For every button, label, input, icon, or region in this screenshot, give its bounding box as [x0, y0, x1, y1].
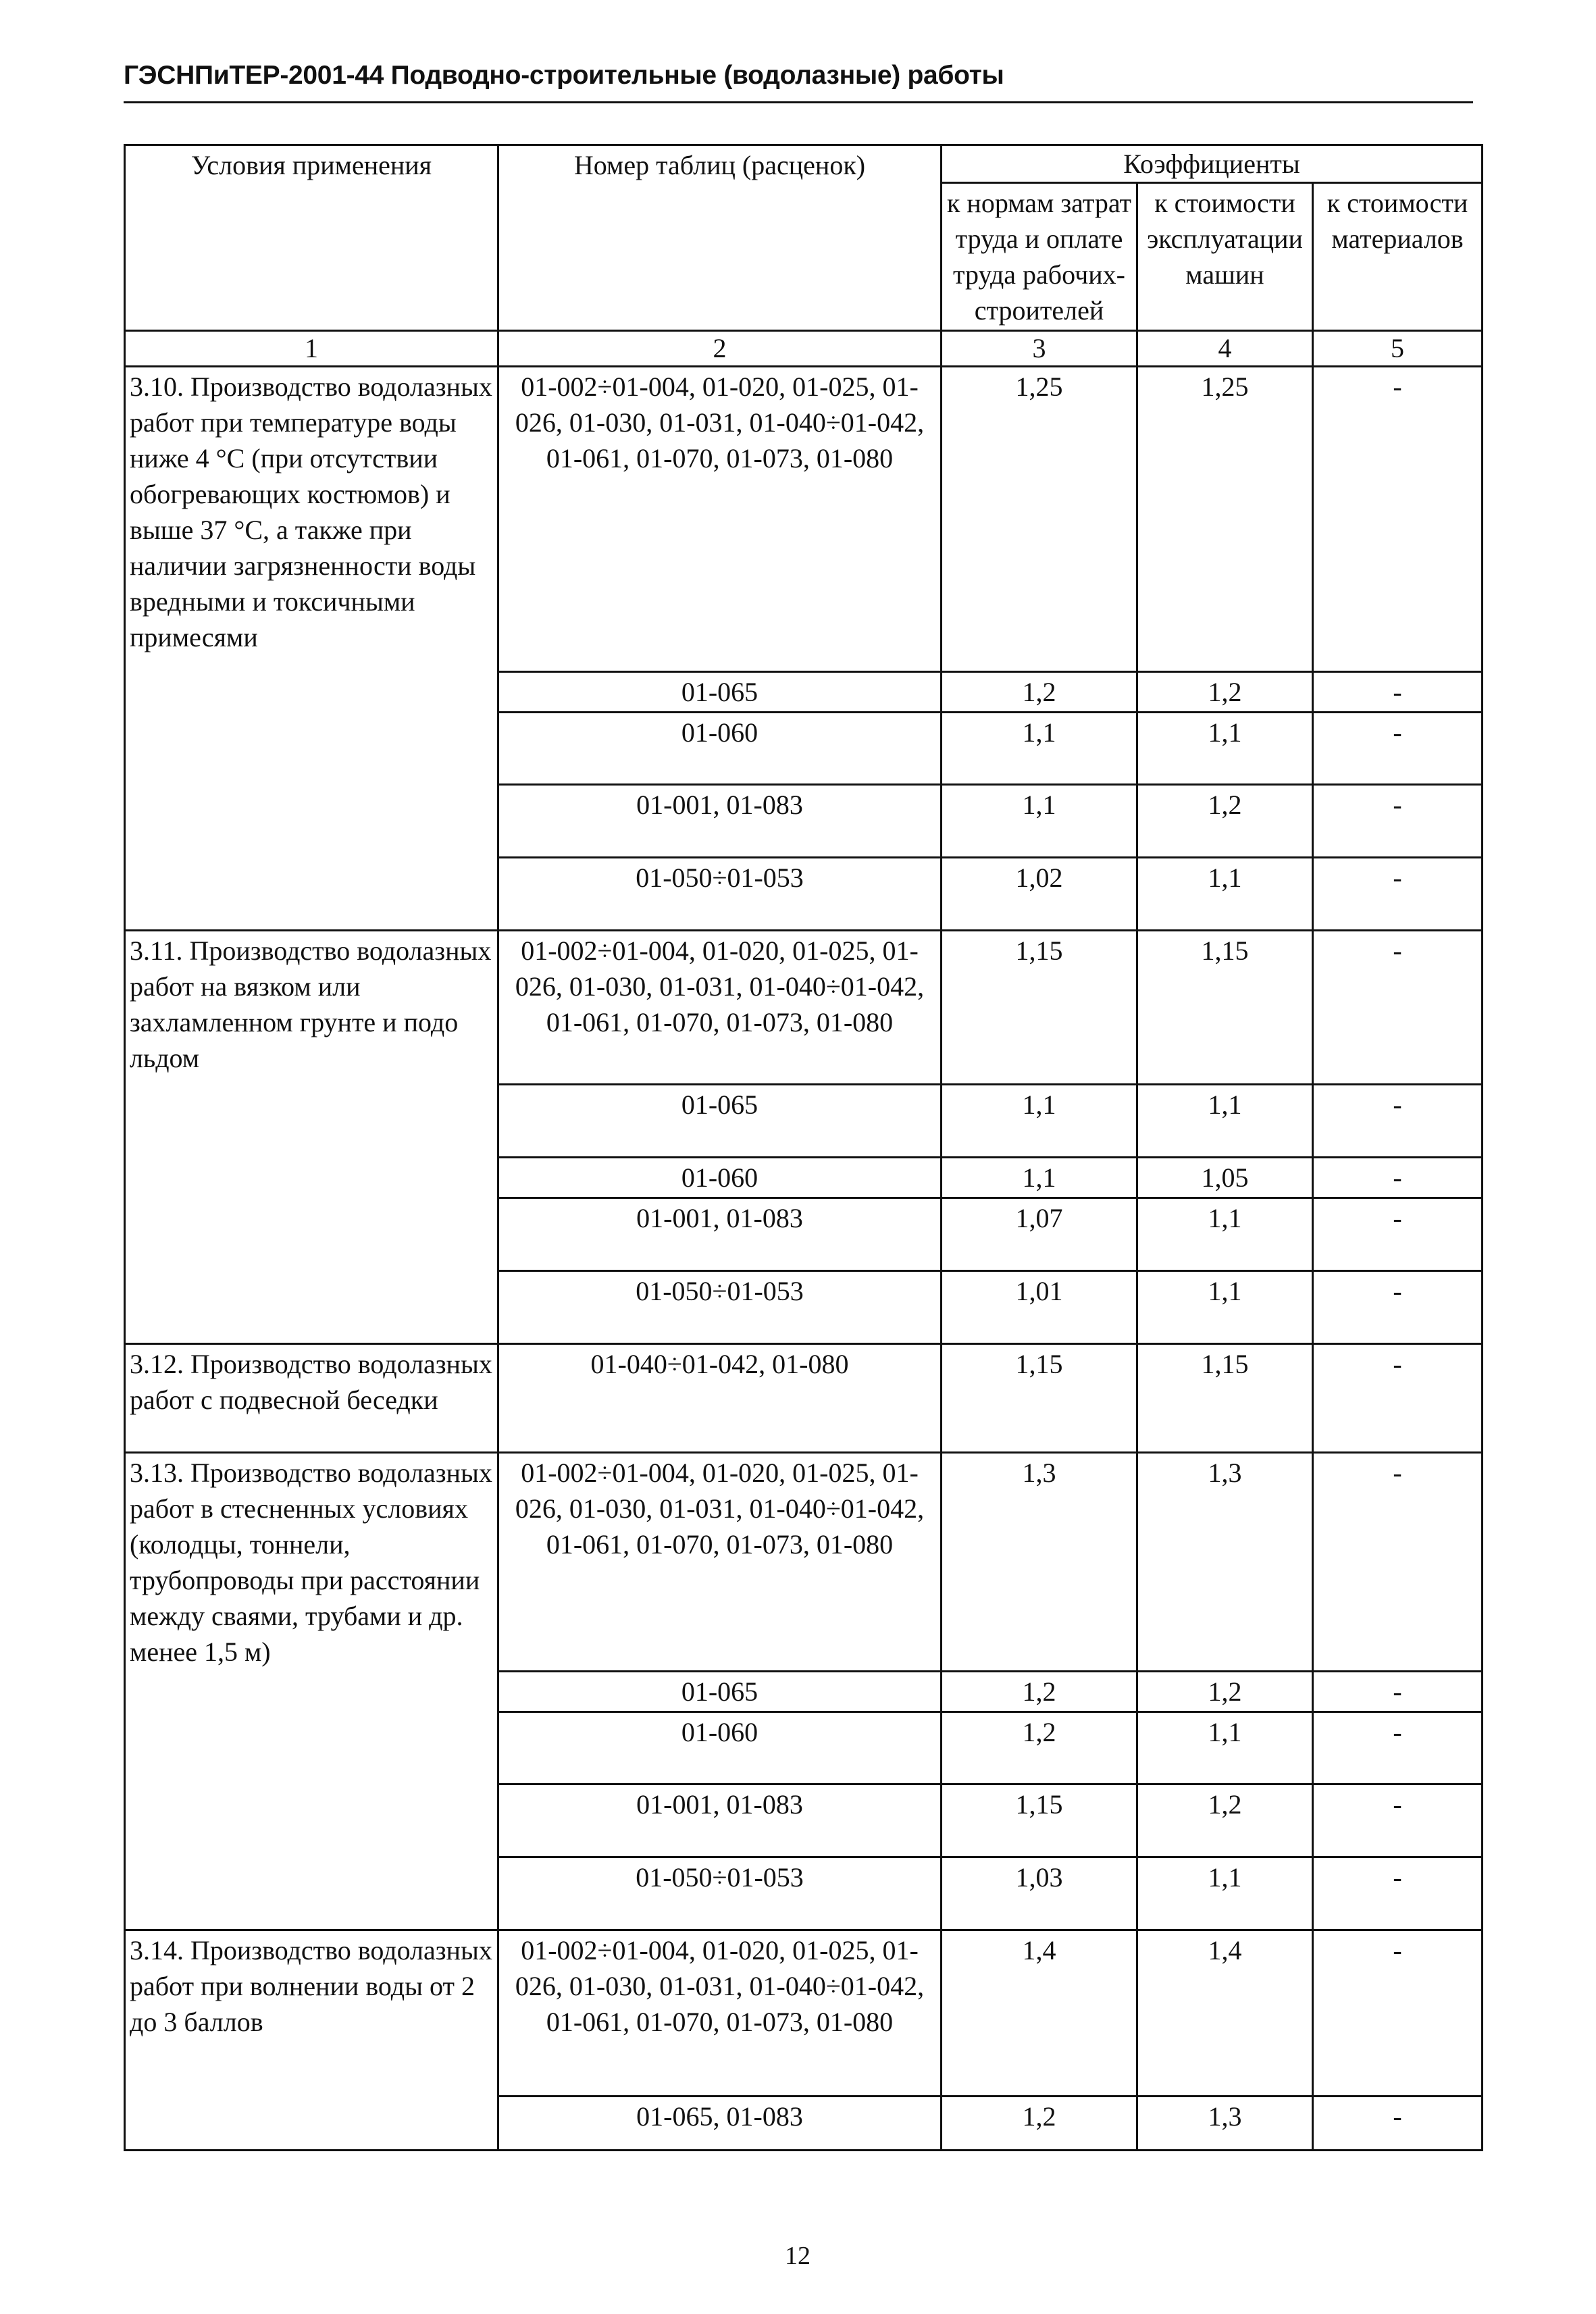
material-coefficient-cell: -	[1313, 1930, 1483, 2097]
table-numbers-cell: 01-002÷01-004, 01-020, 01-025, 01-026, 01-030, 01-031, 01-040÷01-042, 01-061, 01-070, 01-073, 01-080	[498, 1453, 942, 1672]
machine-coefficient-cell: 1,2	[1137, 785, 1313, 858]
table-numbers-cell: 01-060	[498, 713, 942, 785]
material-coefficient-cell: -	[1313, 1857, 1483, 1930]
table-row	[125, 367, 1483, 672]
table-row	[125, 1453, 1483, 1672]
machine-coefficient-cell: 1,15	[1137, 1344, 1313, 1453]
column-number: 4	[1137, 331, 1313, 367]
material-coefficient-cell: -	[1313, 713, 1483, 785]
machine-coefficient-cell: 1,1	[1137, 1198, 1313, 1271]
condition-cell: 3.11. Производство водолазных работ на вязком или захламленном грунте и подо льдом	[125, 931, 498, 1344]
header-labor: к нормам затрат труда и оплате труда рабочих-строителей	[942, 183, 1137, 331]
table-numbers-cell: 01-065	[498, 1085, 942, 1158]
table-numbers-cell: 01-060	[498, 1712, 942, 1784]
labor-coefficient-cell: 1,2	[942, 1712, 1137, 1784]
material-coefficient-cell: -	[1313, 1712, 1483, 1784]
table-numbers-cell: 01-050÷01-053	[498, 1857, 942, 1930]
machine-coefficient-cell: 1,1	[1137, 1857, 1313, 1930]
machine-coefficient-cell: 1,3	[1137, 2097, 1313, 2151]
machine-coefficient-cell: 1,15	[1137, 931, 1313, 1085]
header-machines: к стоимости эксплуатации машин	[1137, 183, 1313, 331]
material-coefficient-cell: -	[1313, 858, 1483, 931]
machine-coefficient-cell: 1,2	[1137, 1784, 1313, 1857]
material-coefficient-cell: -	[1313, 1158, 1483, 1198]
labor-coefficient-cell: 1,4	[942, 1930, 1137, 2097]
table-numbers-cell: 01-040÷01-042, 01-080	[498, 1344, 942, 1453]
material-coefficient-cell: -	[1313, 2097, 1483, 2151]
machine-coefficient-cell: 1,1	[1137, 1271, 1313, 1344]
table-numbers-cell: 01-050÷01-053	[498, 1271, 942, 1344]
material-coefficient-cell: -	[1313, 1784, 1483, 1857]
material-coefficient-cell: -	[1313, 1198, 1483, 1271]
machine-coefficient-cell: 1,2	[1137, 1672, 1313, 1712]
material-coefficient-cell: -	[1313, 672, 1483, 713]
condition-cell: 3.10. Производство водолазных работ при температуре воды ниже 4 °С (при отсутствии обогревающих костюмов) и выше 37 °С, а также при наличии загрязненности воды вредными и токсичными примесями	[125, 367, 498, 931]
labor-coefficient-cell: 1,2	[942, 672, 1137, 713]
condition-cell: 3.13. Производство водолазных работ в стесненных условиях (колодцы, тоннели, трубопроводы при расстоянии между сваями, трубами и др. менее 1,5 м)	[125, 1453, 498, 1930]
table-numbers-cell: 01-002÷01-004, 01-020, 01-025, 01-026, 01-030, 01-031, 01-040÷01-042, 01-061, 01-070, 01-073, 01-080	[498, 1930, 942, 2097]
column-number: 3	[942, 331, 1137, 367]
labor-coefficient-cell: 1,3	[942, 1453, 1137, 1672]
machine-coefficient-cell: 1,1	[1137, 1085, 1313, 1158]
table-numbers-cell: 01-001, 01-083	[498, 785, 942, 858]
column-number: 5	[1313, 331, 1483, 367]
labor-coefficient-cell: 1,07	[942, 1198, 1137, 1271]
coefficients-table	[124, 144, 1483, 2151]
material-coefficient-cell: -	[1313, 1672, 1483, 1712]
labor-coefficient-cell: 1,15	[942, 1784, 1137, 1857]
header-conditions: Условия применения	[125, 145, 498, 331]
material-coefficient-cell: -	[1313, 1453, 1483, 1672]
material-coefficient-cell: -	[1313, 367, 1483, 672]
material-coefficient-cell: -	[1313, 1271, 1483, 1344]
machine-coefficient-cell: 1,4	[1137, 1930, 1313, 2097]
table-numbers-cell: 01-001, 01-083	[498, 1198, 942, 1271]
condition-cell: 3.12. Производство водолазных работ с подвесной беседки	[125, 1344, 498, 1453]
machine-coefficient-cell: 1,25	[1137, 367, 1313, 672]
header-table-numbers: Номер таблиц (расценок)	[498, 145, 942, 331]
table-row	[125, 1930, 1483, 2097]
labor-coefficient-cell: 1,1	[942, 1158, 1137, 1198]
material-coefficient-cell: -	[1313, 1085, 1483, 1158]
labor-coefficient-cell: 1,15	[942, 931, 1137, 1085]
material-coefficient-cell: -	[1313, 785, 1483, 858]
table-row	[125, 1344, 1483, 1453]
header-coefficients: Коэффициенты	[942, 145, 1483, 183]
table-numbers-cell: 01-065	[498, 1672, 942, 1712]
machine-coefficient-cell: 1,1	[1137, 858, 1313, 931]
labor-coefficient-cell: 1,2	[942, 2097, 1137, 2151]
labor-coefficient-cell: 1,02	[942, 858, 1137, 931]
table-numbers-cell: 01-002÷01-004, 01-020, 01-025, 01-026, 01-030, 01-031, 01-040÷01-042, 01-061, 01-070, 01-073, 01-080	[498, 367, 942, 672]
machine-coefficient-cell: 1,2	[1137, 672, 1313, 713]
page-header-title: ГЭСНПиТЕР-2001-44 Подводно-строительные (водолазные) работы	[124, 61, 1004, 90]
machine-coefficient-cell: 1,1	[1137, 1712, 1313, 1784]
table-numbers-cell: 01-001, 01-083	[498, 1784, 942, 1857]
header-materials: к стоимости материалов	[1313, 183, 1483, 331]
labor-coefficient-cell: 1,01	[942, 1271, 1137, 1344]
page-number: 12	[785, 2242, 810, 2270]
machine-coefficient-cell: 1,05	[1137, 1158, 1313, 1198]
table-numbers-cell: 01-060	[498, 1158, 942, 1198]
labor-coefficient-cell: 1,2	[942, 1672, 1137, 1712]
material-coefficient-cell: -	[1313, 931, 1483, 1085]
labor-coefficient-cell: 1,25	[942, 367, 1137, 672]
column-number: 1	[125, 331, 498, 367]
table-body	[125, 367, 1483, 2151]
table-numbers-cell: 01-002÷01-004, 01-020, 01-025, 01-026, 01-030, 01-031, 01-040÷01-042, 01-061, 01-070, 01-073, 01-080	[498, 931, 942, 1085]
labor-coefficient-cell: 1,15	[942, 1344, 1137, 1453]
material-coefficient-cell: -	[1313, 1344, 1483, 1453]
table-numbers-cell: 01-065, 01-083	[498, 2097, 942, 2151]
column-number: 2	[498, 331, 942, 367]
table-row	[125, 931, 1483, 1085]
machine-coefficient-cell: 1,1	[1137, 713, 1313, 785]
table-numbers-cell: 01-065	[498, 672, 942, 713]
labor-coefficient-cell: 1,03	[942, 1857, 1137, 1930]
labor-coefficient-cell: 1,1	[942, 785, 1137, 858]
table-numbers-cell: 01-050÷01-053	[498, 858, 942, 931]
labor-coefficient-cell: 1,1	[942, 1085, 1137, 1158]
machine-coefficient-cell: 1,3	[1137, 1453, 1313, 1672]
labor-coefficient-cell: 1,1	[942, 713, 1137, 785]
condition-cell: 3.14. Производство водолазных работ при волнении воды от 2 до 3 баллов	[125, 1930, 498, 2151]
header-rule	[124, 101, 1473, 103]
